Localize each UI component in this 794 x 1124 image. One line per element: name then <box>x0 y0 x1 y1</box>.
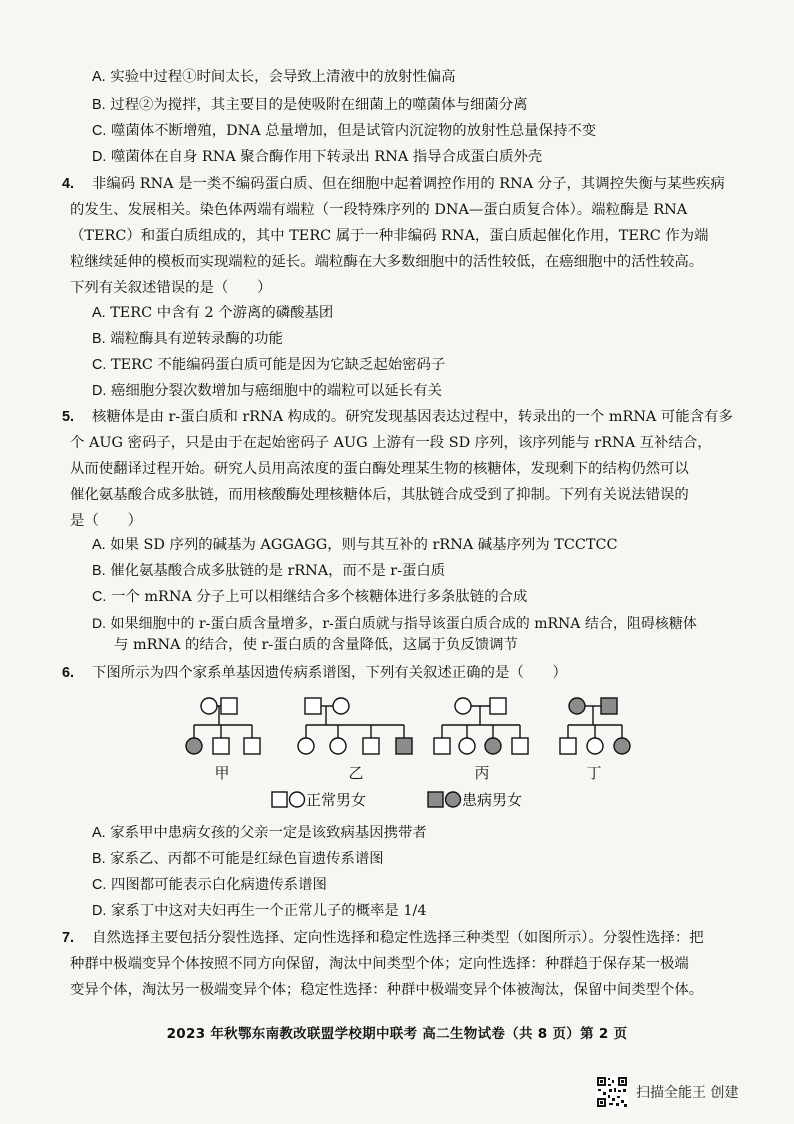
daughter-normal <box>587 738 603 754</box>
q6-option-b: B. 家系乙、丙都不可能是红绿色盲遗传系谱图 <box>92 851 384 867</box>
q7-stem-line: 变异个体，淘汰另一极端变异个体；稳定性选择：种群中极端变异个体被淘汰，保留中间类型个体。 <box>70 982 704 998</box>
page-footer: 2023 年秋鄂东南教改联盟学校期中联考 高二生物试卷（共 8 页）第 2 页 <box>166 1026 628 1042</box>
q3-option-d: D. 噬菌体在自身 RNA 聚合酶作用下转录出 RNA 指导合成蛋白质外壳 <box>92 149 543 165</box>
son-normal <box>560 738 576 754</box>
q6-option-d: D. 家系丁中这对夫妇再生一个正常儿子的概率是 1/4 <box>92 903 427 919</box>
mother-normal <box>455 698 471 714</box>
legend-affected-female <box>446 792 461 807</box>
legend-normal-female <box>290 792 305 807</box>
legend-affected-label: 患病男女 <box>462 791 523 809</box>
daughter-normal <box>330 738 346 754</box>
mother-affected <box>569 698 585 714</box>
q5-number: 5. <box>62 409 75 425</box>
pedigree-family-jia <box>186 698 260 754</box>
q5-option-d: D. 如果细胞中的 r-蛋白质含量增多，r-蛋白质就与指导该蛋白质合成的 mRNA 结合，阻碍核糖体 <box>92 615 697 632</box>
q4-stem-line: 的发生、发展相关。染色体两端有端粒（一段特殊序列的 DNA—蛋白质复合体）。端粒酶是 RNA <box>70 202 688 218</box>
son-affected <box>396 738 412 754</box>
q4-stem-line: 下列有关叙述错误的是（ ） <box>70 280 272 296</box>
father-affected <box>601 698 617 714</box>
daughter-affected <box>186 738 202 754</box>
daughter-affected <box>614 738 630 754</box>
q5-option-d-continued: 与 mRNA 的结合，使 r-蛋白质的含量降低，这属于负反馈调节 <box>114 637 518 653</box>
q5-option-c: C. 一个 mRNA 分子上可以相继结合多个核糖体进行多条肽链的合成 <box>92 589 528 605</box>
q5-stem-line: 催化氨基酸合成多肽链，而用核酸酶处理核糖体后，其肽链合成受到了抑制。下列有关说法错误的 <box>70 487 689 503</box>
family-label: 丙 <box>474 764 490 782</box>
family-label: 乙 <box>348 764 364 782</box>
q7-number: 7. <box>62 930 75 946</box>
daughter-normal <box>459 738 475 754</box>
q5-stem-line: 从而使翻译过程开始。研究人员用高浓度的蛋白酶处理某生物的核糖体，发现剩下的结构仍然可以 <box>70 461 689 477</box>
q7-stem-line: 自然选择主要包括分裂性选择、定向性选择和稳定性选择三种类型（如图所示）。分裂性选择：把 <box>92 930 704 946</box>
q6-stem: 下图所示为四个家系单基因遗传病系谱图，下列有关叙述正确的是（ ） <box>92 665 567 681</box>
daughter-affected <box>485 738 501 754</box>
pedigree-diagram <box>176 690 646 820</box>
pedigree-family-yi <box>298 698 412 754</box>
q4-number: 4. <box>62 176 75 192</box>
q4-stem-line: （TERC）和蛋白质组成的，其中 TERC 属于一种非编码 RNA，蛋白质起催化作用，TERC 作为端 <box>70 228 709 244</box>
son-normal <box>244 738 260 754</box>
legend-normal-label: 正常男女 <box>306 791 367 809</box>
q7-stem-line: 种群中极端变异个体按照不同方向保留，淘汰中间类型个体；定向性选择：种群趋于保存某一极端 <box>70 956 689 972</box>
mother-normal <box>333 698 349 714</box>
q3-option-a: A. 实验中过程①时间太长，会导致上清液中的放射性偏高 <box>92 69 456 85</box>
son-normal <box>363 738 379 754</box>
family-label: 甲 <box>214 764 230 782</box>
scanner-watermark <box>596 1076 738 1108</box>
son-normal <box>213 738 229 754</box>
q5-stem-line: 个 AUG 密码子，只是由于在起始密码子 AUG 上游有一段 SD 序列，该序列能与 rRNA 互补结合， <box>70 435 712 451</box>
q6-number: 6. <box>62 665 75 681</box>
q4-option-c: C. TERC 不能编码蛋白质可能是因为它缺乏起始密码子 <box>92 357 446 373</box>
q5-option-b: B. 催化氨基酸合成多肽链的是 rRNA，而不是 r-蛋白质 <box>92 563 446 579</box>
legend-normal-male <box>272 792 287 807</box>
pedigree-family-bing <box>434 698 528 754</box>
q5-stem-line: 核糖体是由 r-蛋白质和 rRNA 构成的。研究发现基因表达过程中，转录出的一个 mRNA 可能含有多 <box>92 409 733 425</box>
q3-option-b: B. 过程②为搅拌，其主要目的是使吸附在细菌上的噬菌体与细菌分离 <box>92 97 528 113</box>
daughter-normal <box>298 738 314 754</box>
q3-option-c: C. 噬菌体不断增殖，DNA 总量增加，但是试管内沉淀物的放射性总量保持不变 <box>92 123 597 139</box>
father-normal <box>490 698 506 714</box>
watermark-text: 扫描全能王 创建 <box>636 1085 739 1101</box>
q5-stem-line: 是（ ） <box>70 513 142 529</box>
q4-option-a: A. TERC 中含有 2 个游离的磷酸基团 <box>92 305 334 321</box>
q4-stem-line: 粒继续延伸的模板而实现端粒的延长。端粒酶在大多数细胞中的活性较低，在癌细胞中的活性较高。 <box>70 254 704 270</box>
qr-code-icon <box>596 1076 628 1108</box>
q4-option-d: D. 癌细胞分裂次数增加与癌细胞中的端粒可以延长有关 <box>92 383 442 399</box>
pedigree-family-ding <box>560 698 630 754</box>
mother-normal <box>201 698 217 714</box>
son-normal <box>512 738 528 754</box>
q6-option-a: A. 家系甲中患病女孩的父亲一定是该致病基因携带者 <box>92 825 427 841</box>
son-normal <box>434 738 450 754</box>
legend-affected-male <box>428 792 443 807</box>
q6-option-c: C. 四图都可能表示白化病遗传系谱图 <box>92 877 327 893</box>
q5-option-a: A. 如果 SD 序列的碱基为 AGGAGG，则与其互补的 rRNA 碱基序列为 TCCTCC <box>92 537 618 553</box>
q4-option-b: B. 端粒酶具有逆转录酶的功能 <box>92 331 283 347</box>
family-label: 丁 <box>586 764 602 782</box>
father-normal <box>305 698 321 714</box>
q4-stem-line: 非编码 RNA 是一类不编码蛋白质、但在细胞中起着调控作用的 RNA 分子，其调控失衡与某些疾病 <box>92 176 725 192</box>
father-normal <box>221 698 237 714</box>
